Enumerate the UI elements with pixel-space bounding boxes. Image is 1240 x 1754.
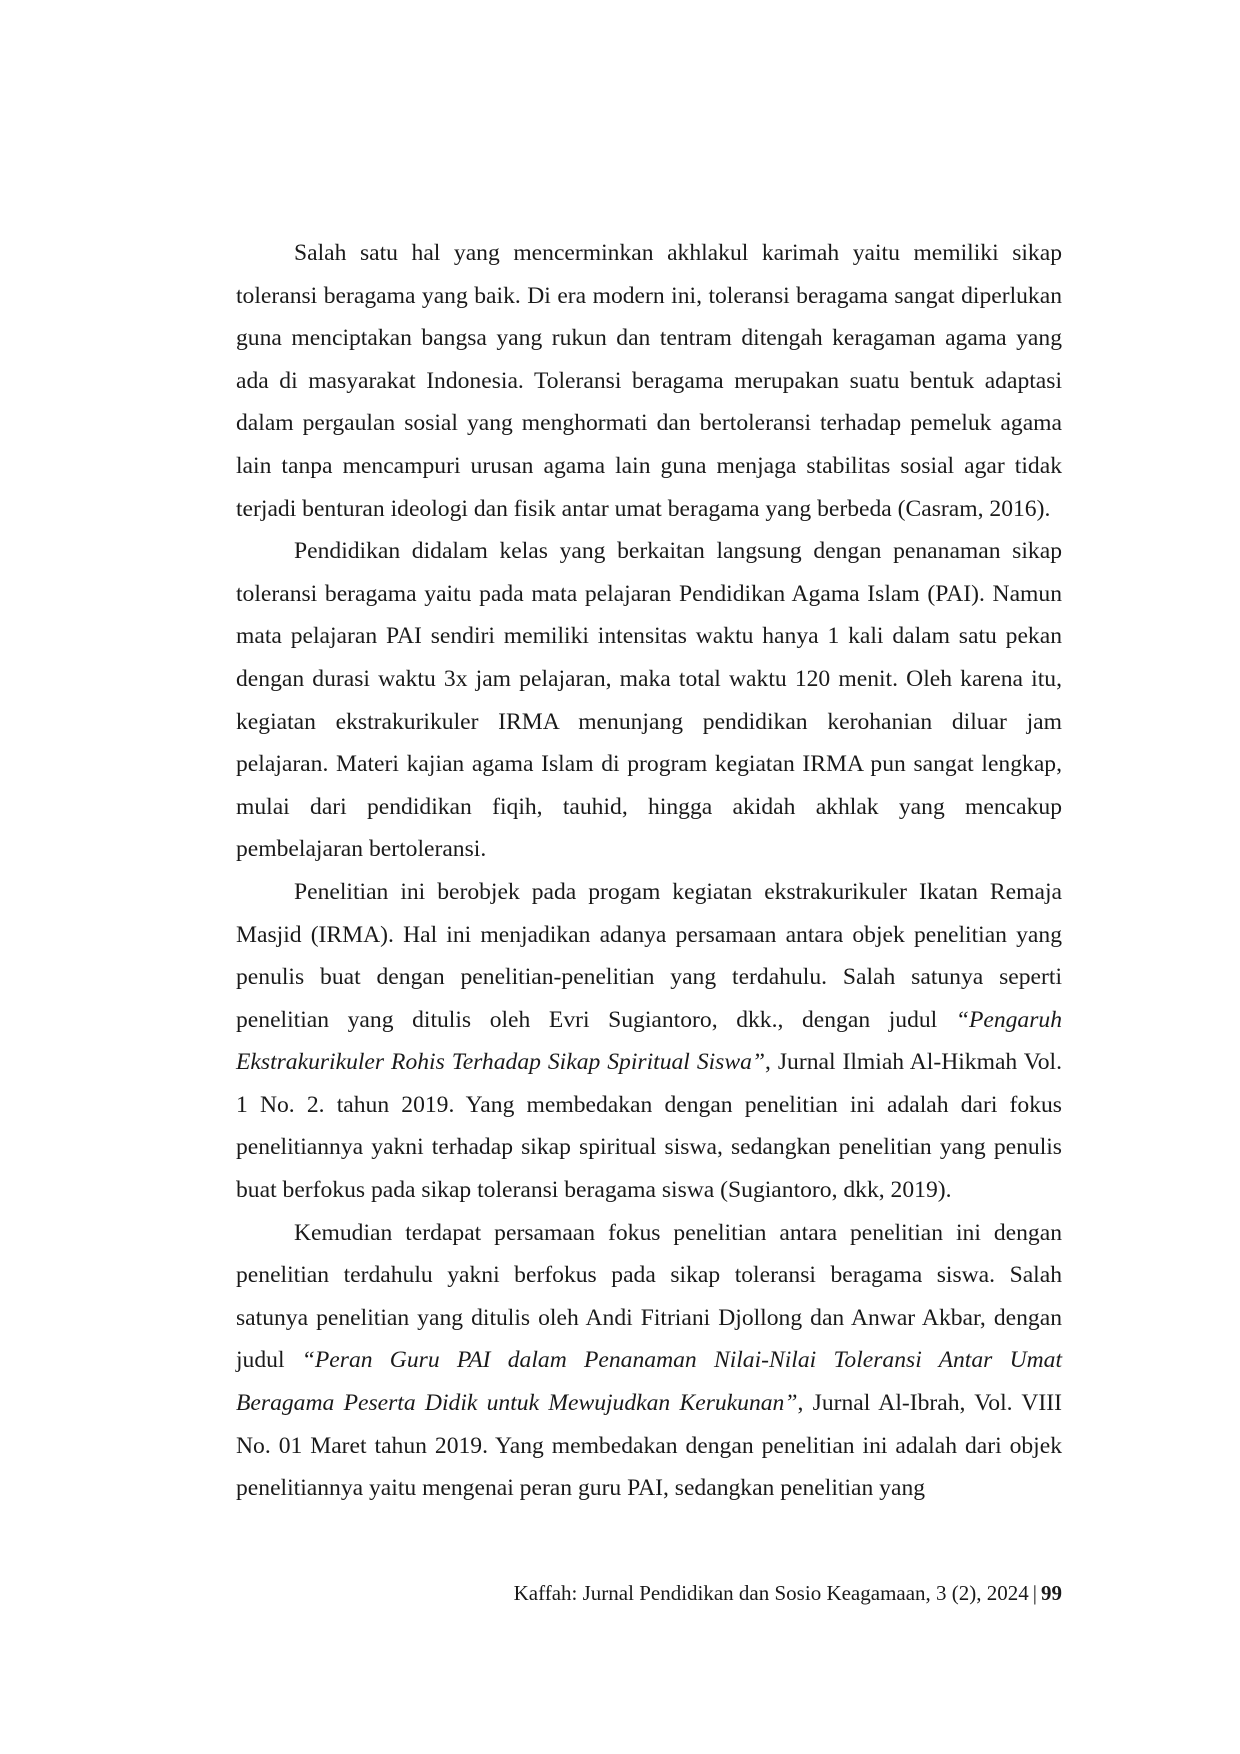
paragraph-text: Salah satu hal yang mencerminkan akhlakul karimah yaitu memiliki sikap toleransi beragama yang baik. Di era modern ini, toleransi beragama sangat diperlukan guna menciptakan bangsa yang rukun dan tentram ditengah keragaman agama yang ada di masyarakat Indonesia. Toleransi beragama merupakan suatu bentuk adaptasi dalam pergaulan sosial yang menghormati dan bertoleransi terhadap pemeluk agama lain tanpa mencampuri urusan agama lain guna menjaga stabilitas sosial agar tidak terjadi benturan ideologi dan fisik antar umat beragama yang berbeda (Casram, 2016). xyxy=(236,240,1062,522)
paragraph-text: , Jurnal Ilmiah Al-Hikmah Vol. 1 No. 2. tahun 2019. Yang membedakan dengan penelitian ini adalah dari fokus penelitiannya yakni terhadap sikap spiritual siswa, sedangkan penelitian yang penulis buat berfokus pada sikap toleransi beragama siswa (Sugiantoro, dkk, 2019). xyxy=(236,1049,1062,1204)
paragraph-text: Penelitian ini berobjek pada progam kegiatan ekstrakurikuler Ikatan Remaja Masjid (IRMA). Hal ini menjadikan adanya persamaan antara objek penelitian yang penulis buat dengan penelitian-penelitian yang terdahulu. Salah satunya seperti penelitian yang ditulis oleh Evri Sugiantoro, dkk., dengan judul xyxy=(236,878,1062,1033)
page-number: 99 xyxy=(1041,1581,1062,1605)
page-footer xyxy=(514,1578,1062,1608)
body-paragraph xyxy=(236,530,1062,871)
footer-separator: | xyxy=(1032,1581,1037,1605)
paragraph-text: Kemudian terdapat persamaan fokus penelitian antara penelitian ini dengan penelitian terdahulu yakni berfokus pada sikap toleransi beragama siswa. Salah satunya penelitian yang ditulis oleh Andi Fitriani Djollong dan Anwar Akbar, dengan judul xyxy=(236,1219,1062,1374)
body-paragraph xyxy=(236,1212,1062,1510)
article-body xyxy=(236,232,1062,1510)
body-paragraph xyxy=(236,871,1062,1212)
body-paragraph xyxy=(236,232,1062,530)
cited-title: “Pengaruh Ekstrakurikuler Rohis Terhadap Sikap Spiritual Siswa” xyxy=(236,1006,1062,1076)
paragraph-text: Pendidikan didalam kelas yang berkaitan langsung dengan penanaman sikap toleransi beragama yaitu pada mata pelajaran Pendidikan Agama Islam (PAI). Namun mata pelajaran PAI sendiri memiliki intensitas waktu hanya 1 kali dalam satu pekan dengan durasi waktu 3x jam pelajaran, maka total waktu 120 menit. Oleh karena itu, kegiatan ekstrakurikuler IRMA menunjang pendidikan kerohanian diluar jam pelajaran. Materi kajian agama Islam di program kegiatan IRMA pun sangat lengkap, mulai dari pendidikan fiqih, tauhid, hingga akidah akhlak yang mencakup pembelajaran bertoleransi. xyxy=(236,538,1062,863)
paragraph-text: , Jurnal Al-Ibrah, Vol. VIII No. 01 Maret tahun 2019. Yang membedakan dengan penelitian ini adalah dari objek penelitiannya yaitu mengenai peran guru PAI, sedangkan penelitian yang xyxy=(236,1390,1062,1502)
footer-journal-citation: Kaffah: Jurnal Pendidikan dan Sosio Keagamaan, 3 (2), 2024 xyxy=(513,1581,1029,1605)
cited-title: “Peran Guru PAI dalam Penanaman Nilai-Nilai Toleransi Antar Umat Beragama Peserta Didik untuk Mewujudkan Kerukunan” xyxy=(236,1347,1063,1417)
